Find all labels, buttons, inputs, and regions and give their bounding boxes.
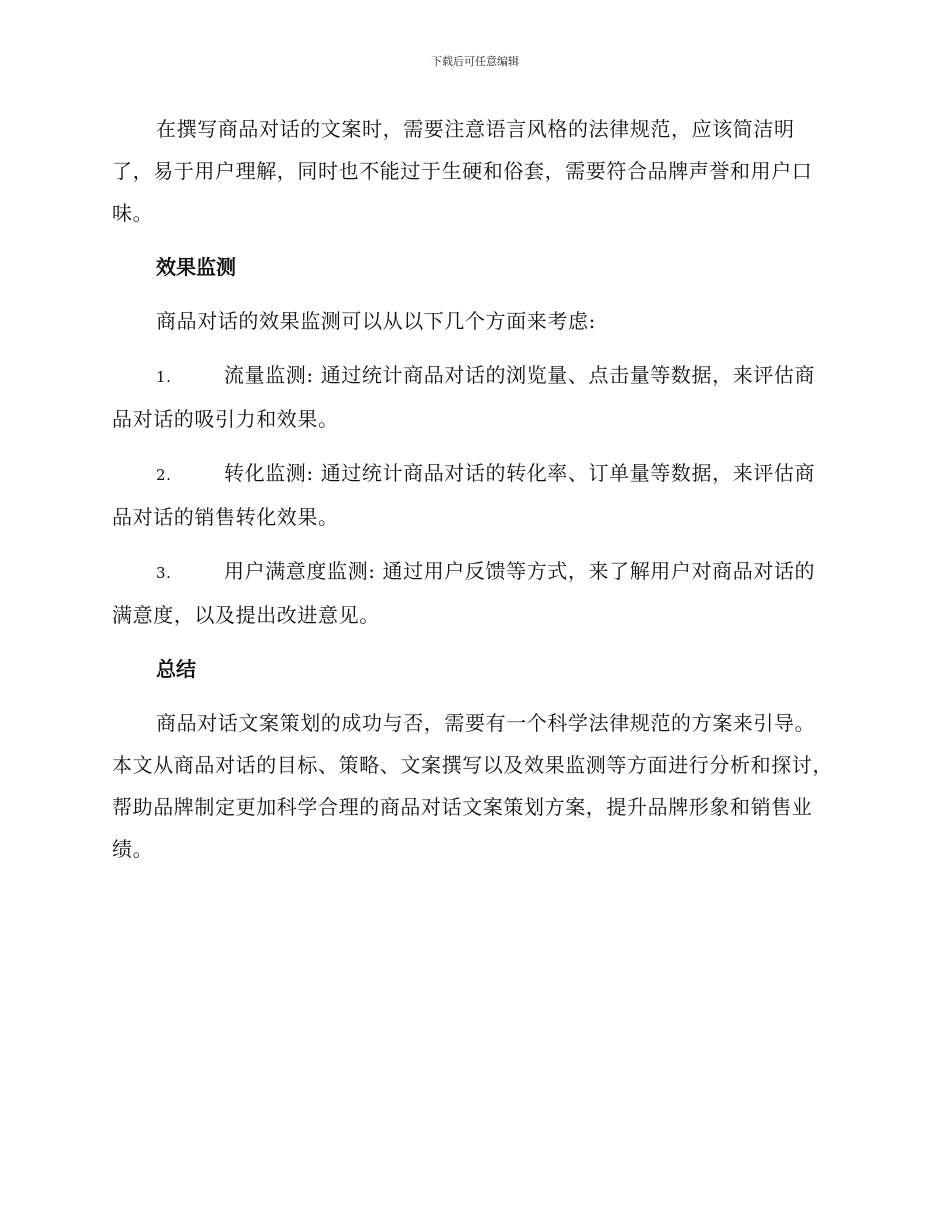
summary-paragraph: 商品对话文案策划的成功与否，需要有一个科学法律规范的方案来引导。本文从商品对话的目标、策略、文案撰写以及效果监测等方面进行分析和探讨，帮助品牌制定更加科学合理的商品对话文案策划方案，提升品牌形象和销售业绩。 [112, 711, 833, 861]
list-item [112, 354, 834, 440]
list-item-text: 转化监测: 通过统计商品对话的转化率、订单量等数据，来评估商品对话的销售转化效果。 [112, 461, 816, 529]
document-body [112, 108, 834, 882]
list-item-number: 1. [156, 368, 172, 386]
list-item-text: 用户满意度监测: 通过用户反馈等方式，来了解用户对商品对话的满意度，以及提出改进意见。 [112, 559, 816, 627]
list-item-number: 3. [156, 564, 172, 582]
list-item [112, 452, 834, 538]
list-item-text: 流量监测: 通过统计商品对话的浏览量、点击量等数据，来评估商品对话的吸引力和效果。 [112, 363, 816, 431]
list-item [112, 550, 834, 636]
monitoring-intro-paragraph: 商品对话的效果监测可以从以下几个方面来考虑: [156, 309, 596, 333]
section-heading-monitoring: 效果监测 [156, 255, 236, 279]
intro-paragraph: 在撰写商品对话的文案时，需要注意语言风格的法律规范，应该简洁明了，易于用户理解，同时也不能过于生硬和俗套，需要符合品牌声誉和用户口味。 [112, 117, 813, 225]
section-heading-summary: 总结 [156, 657, 196, 681]
page-header: 下载后可任意编辑 [431, 55, 519, 68]
list-item-number: 2. [156, 466, 172, 484]
